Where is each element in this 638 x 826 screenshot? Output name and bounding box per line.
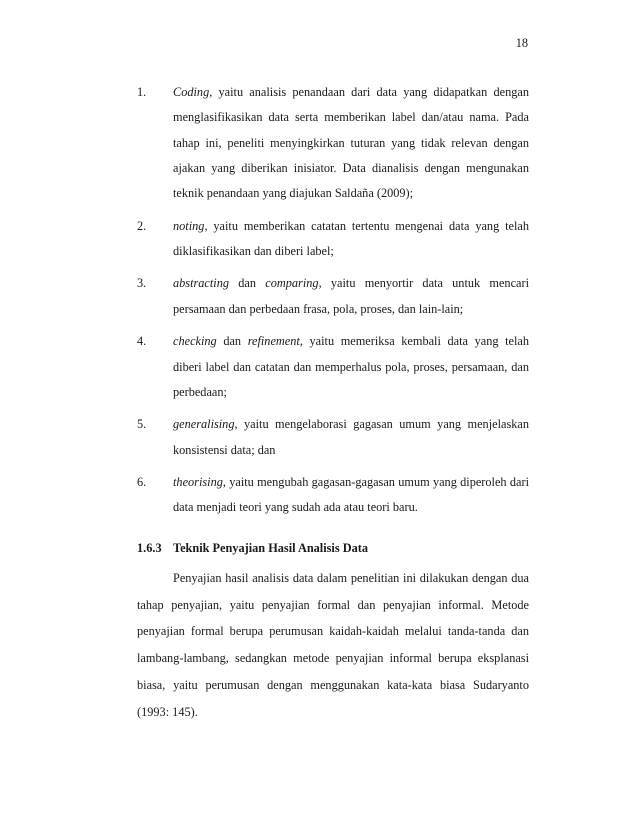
list-item-text: [173, 329, 529, 405]
list-item-number: 1.: [137, 85, 147, 99]
list-item-number: 3.: [137, 276, 147, 291]
section-title: Teknik Penyajian Hasil Analisis Data: [173, 541, 368, 555]
list-item-connector: dan: [216, 334, 248, 349]
list-item-description: , yaitu analisis penandaan dari data yang didapatkan dengan menglasifikasikan data serta memberikan label dan/atau nama. Pada tahap ini, peneliti menyingkirkan tuturan yang tidak relevan dengan ajakan yang diberikan inisiator. Data dianalisis dengan mengunakan teknik penandaan yang diajukan Saldaña (2009);: [173, 85, 529, 201]
list-item-description: , yaitu mengelaborasi gagasan umum yang menjelaskan konsistensi data; dan: [173, 417, 529, 457]
list-item-term: abstracting: [173, 276, 230, 291]
list-item-connector: dan: [229, 276, 266, 291]
page-number: 18: [515, 36, 528, 50]
list-item: [137, 329, 529, 405]
list-item: [137, 271, 529, 322]
list-item-number: 4.: [137, 334, 147, 349]
list-item-term-secondary: comparing: [265, 276, 319, 291]
list-item: [137, 470, 529, 521]
section-paragraph: Penyajian hasil analisis data dalam penelitian ini dilakukan dengan dua tahap penyajian, yaitu penyajian formal dan penyajian informal. Metode penyajian formal berupa perumusan kaidah-kaidah melalui tanda-tanda dan lambang-lambang, sedangkan metode penyajian informal berupa eksplanasi biasa, yaitu perumusan dengan menggunakan kata-kata biasa Sudaryanto (1993: 145).: [137, 571, 529, 719]
section-heading: [137, 541, 529, 556]
list-item-term-secondary: refinement: [247, 334, 300, 349]
analysis-steps-list: [137, 80, 529, 528]
list-item-term: Coding: [173, 85, 210, 99]
section-number: 1.6.3: [137, 541, 162, 555]
list-item-description: , yaitu mengubah gagasan-gagasan umum yang diperoleh dari data menjadi teori yang sudah ada atau teori baru.: [173, 475, 529, 515]
list-item-number: 6.: [137, 475, 147, 490]
list-item: [137, 214, 529, 265]
list-item-text: [173, 470, 529, 521]
list-item-term: theorising: [173, 475, 223, 490]
list-item-number: 2.: [137, 218, 147, 233]
list-item-text: [173, 214, 529, 265]
list-item-term: checking: [173, 334, 217, 349]
list-item-description: , yaitu memberikan catatan tertentu mengenai data yang telah diklasifikasikan dan diberi label;: [173, 218, 529, 258]
list-item: [137, 412, 529, 463]
list-item-text: [173, 271, 529, 322]
list-item-term: noting: [173, 218, 205, 233]
list-item-description: , yaitu menyortir data untuk mencari persamaan dan perbedaan frasa, pola, proses, dan lain-lain;: [173, 276, 529, 316]
list-item-text: [173, 412, 529, 463]
list-item-description: , yaitu memeriksa kembali data yang telah diberi label dan catatan dan memperhalus pola, proses, persamaan, dan perbedaan;: [173, 334, 529, 399]
list-item: [137, 80, 529, 206]
list-item-term: generalising: [173, 417, 235, 432]
list-item-number: 5.: [137, 417, 147, 432]
list-item-text: [173, 80, 529, 206]
